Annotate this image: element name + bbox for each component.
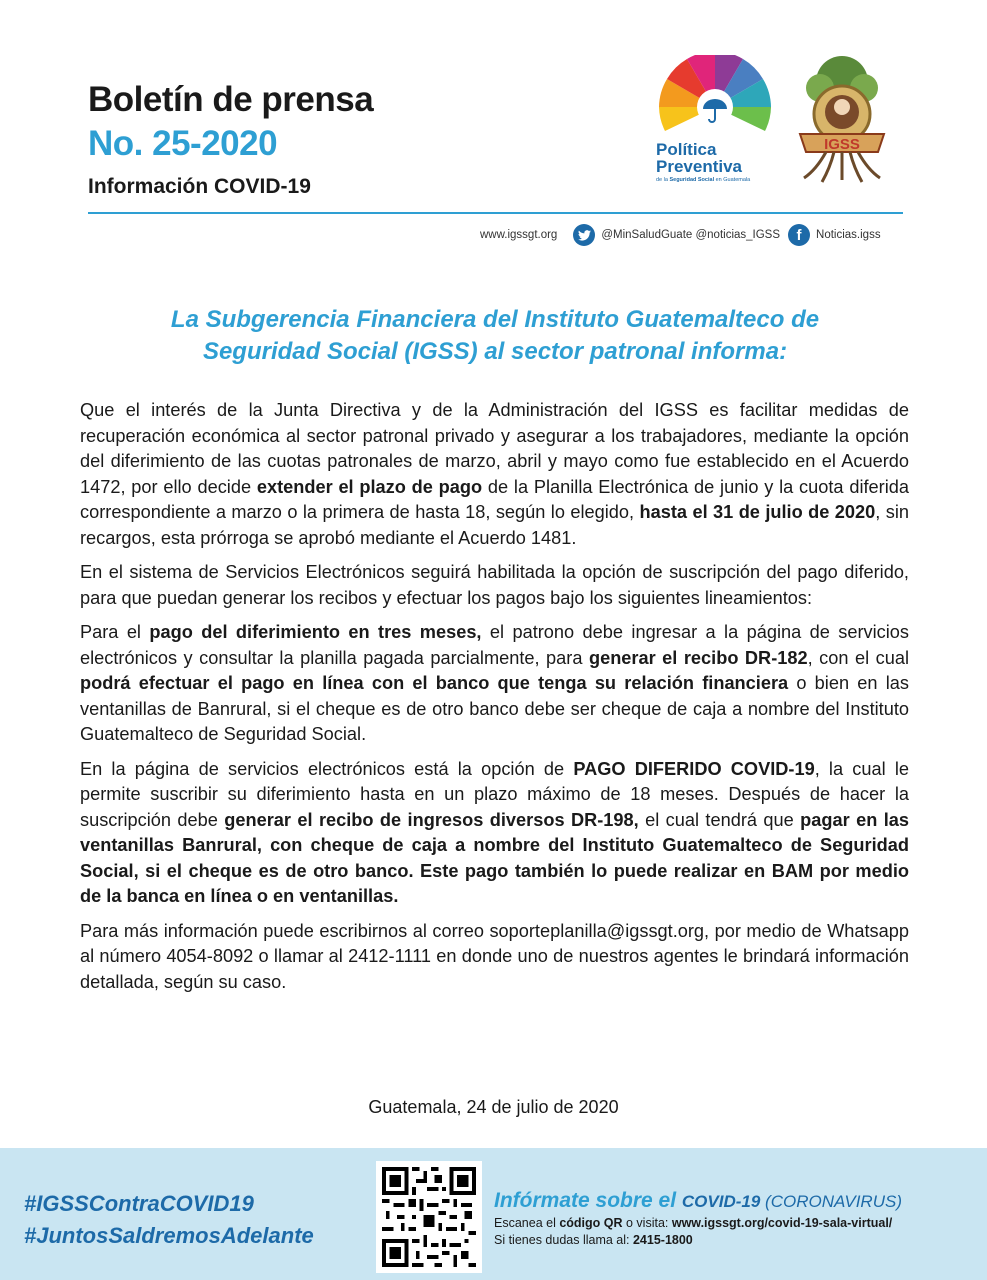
politica-tagline: de la Seguridad Social en Guatemala <box>656 177 751 183</box>
headline-line2: Seguridad Social (IGSS) al sector patronal informa: <box>202 338 788 365</box>
politica-line2: Preventiva <box>656 157 742 176</box>
date-line: Guatemala, 24 de julio de 2020 <box>368 1097 619 1117</box>
facebook-icon: f <box>788 224 810 246</box>
covid-info <box>494 1188 974 1249</box>
politica-line1: Política <box>656 140 717 159</box>
hashtag-2: #JuntosSaldremosAdelante <box>24 1223 314 1248</box>
hashtags <box>24 1188 314 1252</box>
headline-line1: La Subgerencia Financiera del Instituto Guatemalteco de <box>170 306 820 333</box>
website-link[interactable]: www.igssgt.org <box>480 229 558 241</box>
hashtag-1: #IGSSContraCOVID19 <box>24 1191 254 1216</box>
qr-code[interactable] <box>376 1161 482 1273</box>
body-text <box>80 398 909 1004</box>
paragraph-3: Para el pago del diferimiento en tres meses, el patrono debe ingresar a la página de servicios electrónicos y consultar la planilla pagada parcialmente, para generar el recibo DR-182, con el cual podrá efectuar el pago en línea con el banco que tenga su relación financiera o bien en las ventanillas de Banrural, si el cheque es de otro banco debe ser cheque de caja a nombre del Instituto Guatemalteco de Seguridad Social. <box>80 622 910 744</box>
bulletin-number: No. 25-2020 <box>88 124 278 163</box>
sala-virtual-link[interactable]: www.igssgt.org/covid-19-sala-virtual/ <box>671 1216 893 1230</box>
bulletin-title: Boletín de prensa <box>88 80 374 119</box>
paragraph-2: En el sistema de Servicios Electrónicos seguirá habilitada la opción de suscripción del pago diferido, para que puedan generar los recibos y efectuar los pagos bajo los siguientes lineamientos: <box>80 562 909 608</box>
social-bar <box>480 222 910 248</box>
footer-banner <box>0 1148 987 1280</box>
igss-logo-text: IGSS <box>824 136 860 153</box>
covid-info-title: Infórmate sobre el COVID-19 (CORONAVIRUS) <box>494 1189 902 1212</box>
paragraph-4: En la página de servicios electrónicos está la opción de PAGO DIFERIDO COVID-19, la cual le permite suscribir su diferimiento hasta en un plazo máximo de 18 meses. Después de hacer la suscripción debe generar el recibo de ingresos diversos DR-198, el cual tendrá que pagar en las ventanillas Banrural, con cheque de caja a nombre del Instituto Guatemalteco de Seguridad Social, si el cheque es de otro banco. Este pago también lo puede realizar en BAM por medio de la banca en línea o en ventanillas. <box>80 758 909 906</box>
paragraph-1: Que el interés de la Junta Directiva y de la Administración del IGSS es facilitar medidas de recuperación económica al sector patronal privado y asegurar a los trabajadores, mediante la opción del diferimiento de las cuotas patronales de marzo, abril y mayo como fue establecido en el Acuerdo 1472, por ello decide extender el plazo de pago de la Planilla Electrónica de junio y la cuota diferida correspondiente a marzo o la primera de hasta 18, según lo elegido, hasta el 31 de julio de 2020, sin recargos, esta prórroga se aprobó mediante el Acuerdo 1481. <box>80 400 909 548</box>
bulletin-subtitle: Información COVID-19 <box>88 175 311 198</box>
facebook-page[interactable]: Noticias.igss <box>816 229 881 241</box>
header <box>88 80 908 220</box>
igss-logo <box>786 52 898 184</box>
paragraph-5: Para más información puede escribirnos al correo soporteplanilla@igssgt.org, por medio de Whatsapp al número 4054-8092 o llamar al 2412-1111 en donde uno de nuestros agentes le brindará información detallada, según su caso. <box>80 920 909 992</box>
covid-info-line2: Si tienes dudas llama al: 2415-1800 <box>494 1233 693 1247</box>
headline <box>80 304 910 368</box>
header-divider <box>88 212 903 214</box>
helpline-number[interactable]: 2415-1800 <box>632 1233 693 1247</box>
politica-preventiva-logo <box>648 55 778 185</box>
covid-info-line1: Escanea el código QR o visita: www.igssgt.org/covid-19-sala-virtual/ <box>494 1216 893 1230</box>
twitter-handles[interactable]: @MinSaludGuate @noticias_IGSS <box>601 229 781 241</box>
twitter-icon <box>573 224 595 246</box>
